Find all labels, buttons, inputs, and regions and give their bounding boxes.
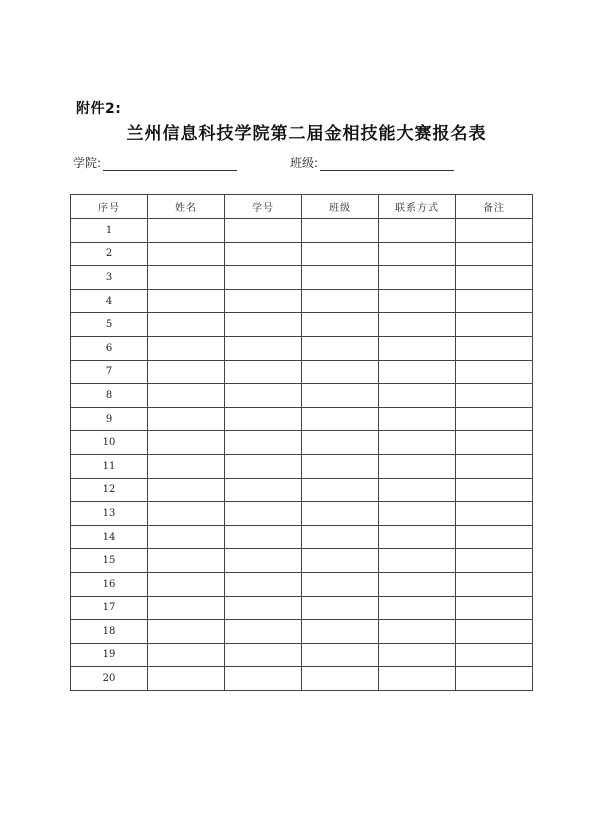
cell-remarks[interactable] — [456, 643, 533, 667]
cell-name[interactable] — [148, 431, 225, 455]
cell-remarks[interactable] — [456, 242, 533, 266]
cell-contact[interactable] — [379, 596, 456, 620]
cell-contact[interactable] — [379, 313, 456, 337]
cell-student-id[interactable] — [225, 360, 302, 384]
header-remarks: 备注 — [456, 195, 533, 219]
cell-student-id[interactable] — [225, 643, 302, 667]
cell-remarks[interactable] — [456, 219, 533, 243]
cell-remarks[interactable] — [456, 360, 533, 384]
cell-index: 5 — [71, 313, 148, 337]
cell-name[interactable] — [148, 502, 225, 526]
cell-remarks[interactable] — [456, 502, 533, 526]
cell-name[interactable] — [148, 596, 225, 620]
cell-student-id[interactable] — [225, 549, 302, 573]
table-row — [71, 242, 533, 266]
table-row — [71, 572, 533, 596]
cell-class[interactable] — [302, 219, 379, 243]
cell-class[interactable] — [302, 407, 379, 431]
cell-student-id[interactable] — [225, 266, 302, 290]
cell-class[interactable] — [302, 620, 379, 644]
cell-class[interactable] — [302, 643, 379, 667]
cell-name[interactable] — [148, 572, 225, 596]
cell-index: 16 — [71, 572, 148, 596]
cell-index: 2 — [71, 242, 148, 266]
cell-contact[interactable] — [379, 289, 456, 313]
table-row — [71, 313, 533, 337]
cell-class[interactable] — [302, 596, 379, 620]
cell-remarks[interactable] — [456, 667, 533, 691]
cell-index: 7 — [71, 360, 148, 384]
cell-student-id[interactable] — [225, 336, 302, 360]
cell-contact[interactable] — [379, 478, 456, 502]
cell-index: 20 — [71, 667, 148, 691]
table-row — [71, 454, 533, 478]
cell-name[interactable] — [148, 525, 225, 549]
cell-class[interactable] — [302, 454, 379, 478]
cell-index: 1 — [71, 219, 148, 243]
cell-contact[interactable] — [379, 620, 456, 644]
class-blank-line[interactable] — [320, 158, 454, 171]
cell-name[interactable] — [148, 336, 225, 360]
cell-student-id[interactable] — [225, 620, 302, 644]
cell-contact[interactable] — [379, 525, 456, 549]
cell-contact[interactable] — [379, 219, 456, 243]
cell-remarks[interactable] — [456, 407, 533, 431]
cell-contact[interactable] — [379, 549, 456, 573]
cell-name[interactable] — [148, 313, 225, 337]
cell-index: 17 — [71, 596, 148, 620]
table-row — [71, 336, 533, 360]
cell-class[interactable] — [302, 313, 379, 337]
header-name: 姓名 — [148, 195, 225, 219]
cell-contact[interactable] — [379, 266, 456, 290]
cell-class[interactable] — [302, 572, 379, 596]
cell-contact[interactable] — [379, 643, 456, 667]
table-row — [71, 431, 533, 455]
table-row — [71, 478, 533, 502]
form-title: 兰州信息科技学院第二届金相技能大赛报名表 — [126, 124, 487, 144]
cell-index: 12 — [71, 478, 148, 502]
college-field — [73, 154, 237, 171]
cell-contact[interactable] — [379, 502, 456, 526]
cell-class[interactable] — [302, 667, 379, 691]
cell-student-id[interactable] — [225, 313, 302, 337]
cell-class[interactable] — [302, 525, 379, 549]
cell-class[interactable] — [302, 431, 379, 455]
attachment-label: 附件2: — [76, 101, 122, 117]
cell-name[interactable] — [148, 219, 225, 243]
cell-student-id[interactable] — [225, 478, 302, 502]
cell-student-id[interactable] — [225, 667, 302, 691]
cell-index: 19 — [71, 643, 148, 667]
cell-student-id[interactable] — [225, 596, 302, 620]
cell-name[interactable] — [148, 643, 225, 667]
cell-student-id[interactable] — [225, 219, 302, 243]
cell-student-id[interactable] — [225, 384, 302, 408]
cell-name[interactable] — [148, 360, 225, 384]
cell-student-id[interactable] — [225, 289, 302, 313]
table-row — [71, 643, 533, 667]
cell-remarks[interactable] — [456, 431, 533, 455]
cell-name[interactable] — [148, 266, 225, 290]
cell-name[interactable] — [148, 620, 225, 644]
cell-remarks[interactable] — [456, 313, 533, 337]
cell-name[interactable] — [148, 407, 225, 431]
cell-remarks[interactable] — [456, 596, 533, 620]
header-contact: 联系方式 — [379, 195, 456, 219]
class-label: 班级: — [290, 156, 319, 170]
cell-contact[interactable] — [379, 667, 456, 691]
cell-class[interactable] — [302, 336, 379, 360]
cell-name[interactable] — [148, 549, 225, 573]
cell-remarks[interactable] — [456, 549, 533, 573]
cell-index: 6 — [71, 336, 148, 360]
cell-student-id[interactable] — [225, 431, 302, 455]
college-label: 学院: — [73, 156, 102, 170]
header-class: 班级 — [302, 195, 379, 219]
cell-remarks[interactable] — [456, 384, 533, 408]
table-row — [71, 667, 533, 691]
header-student-id: 学号 — [225, 195, 302, 219]
cell-index: 4 — [71, 289, 148, 313]
cell-remarks[interactable] — [456, 620, 533, 644]
cell-name[interactable] — [148, 384, 225, 408]
table-row — [71, 525, 533, 549]
class-field — [290, 154, 454, 171]
cell-class[interactable] — [302, 289, 379, 313]
cell-index: 14 — [71, 525, 148, 549]
table-row — [71, 549, 533, 573]
cell-student-id[interactable] — [225, 572, 302, 596]
cell-class[interactable] — [302, 478, 379, 502]
cell-student-id[interactable] — [225, 502, 302, 526]
cell-index: 18 — [71, 620, 148, 644]
cell-contact[interactable] — [379, 336, 456, 360]
table-row — [71, 596, 533, 620]
cell-class[interactable] — [302, 266, 379, 290]
table-row — [71, 289, 533, 313]
cell-contact[interactable] — [379, 242, 456, 266]
cell-class[interactable] — [302, 549, 379, 573]
cell-index: 11 — [71, 454, 148, 478]
cell-student-id[interactable] — [225, 454, 302, 478]
cell-index: 3 — [71, 266, 148, 290]
cell-remarks[interactable] — [456, 525, 533, 549]
cell-name[interactable] — [148, 242, 225, 266]
table-row — [71, 219, 533, 243]
cell-class[interactable] — [302, 502, 379, 526]
cell-name[interactable] — [148, 478, 225, 502]
cell-index: 9 — [71, 407, 148, 431]
cell-remarks[interactable] — [456, 266, 533, 290]
cell-remarks[interactable] — [456, 572, 533, 596]
cell-name[interactable] — [148, 667, 225, 691]
cell-index: 10 — [71, 431, 148, 455]
cell-student-id[interactable] — [225, 407, 302, 431]
cell-index: 13 — [71, 502, 148, 526]
table-row — [71, 384, 533, 408]
cell-name[interactable] — [148, 289, 225, 313]
table-row — [71, 266, 533, 290]
cell-remarks[interactable] — [456, 454, 533, 478]
cell-remarks[interactable] — [456, 336, 533, 360]
table-row — [71, 620, 533, 644]
college-blank-line[interactable] — [103, 158, 237, 171]
cell-class[interactable] — [302, 384, 379, 408]
table-row — [71, 407, 533, 431]
cell-class[interactable] — [302, 242, 379, 266]
table-header-row — [71, 195, 533, 219]
cell-index: 8 — [71, 384, 148, 408]
cell-contact[interactable] — [379, 431, 456, 455]
cell-name[interactable] — [148, 454, 225, 478]
cell-index: 15 — [71, 549, 148, 573]
cell-contact[interactable] — [379, 572, 456, 596]
cell-contact[interactable] — [379, 454, 456, 478]
cell-student-id[interactable] — [225, 242, 302, 266]
cell-remarks[interactable] — [456, 478, 533, 502]
cell-contact[interactable] — [379, 384, 456, 408]
header-index: 序号 — [71, 195, 148, 219]
cell-remarks[interactable] — [456, 289, 533, 313]
table-row — [71, 502, 533, 526]
cell-contact[interactable] — [379, 407, 456, 431]
table-row — [71, 360, 533, 384]
registration-table — [70, 194, 533, 691]
cell-contact[interactable] — [379, 360, 456, 384]
cell-student-id[interactable] — [225, 525, 302, 549]
cell-class[interactable] — [302, 360, 379, 384]
